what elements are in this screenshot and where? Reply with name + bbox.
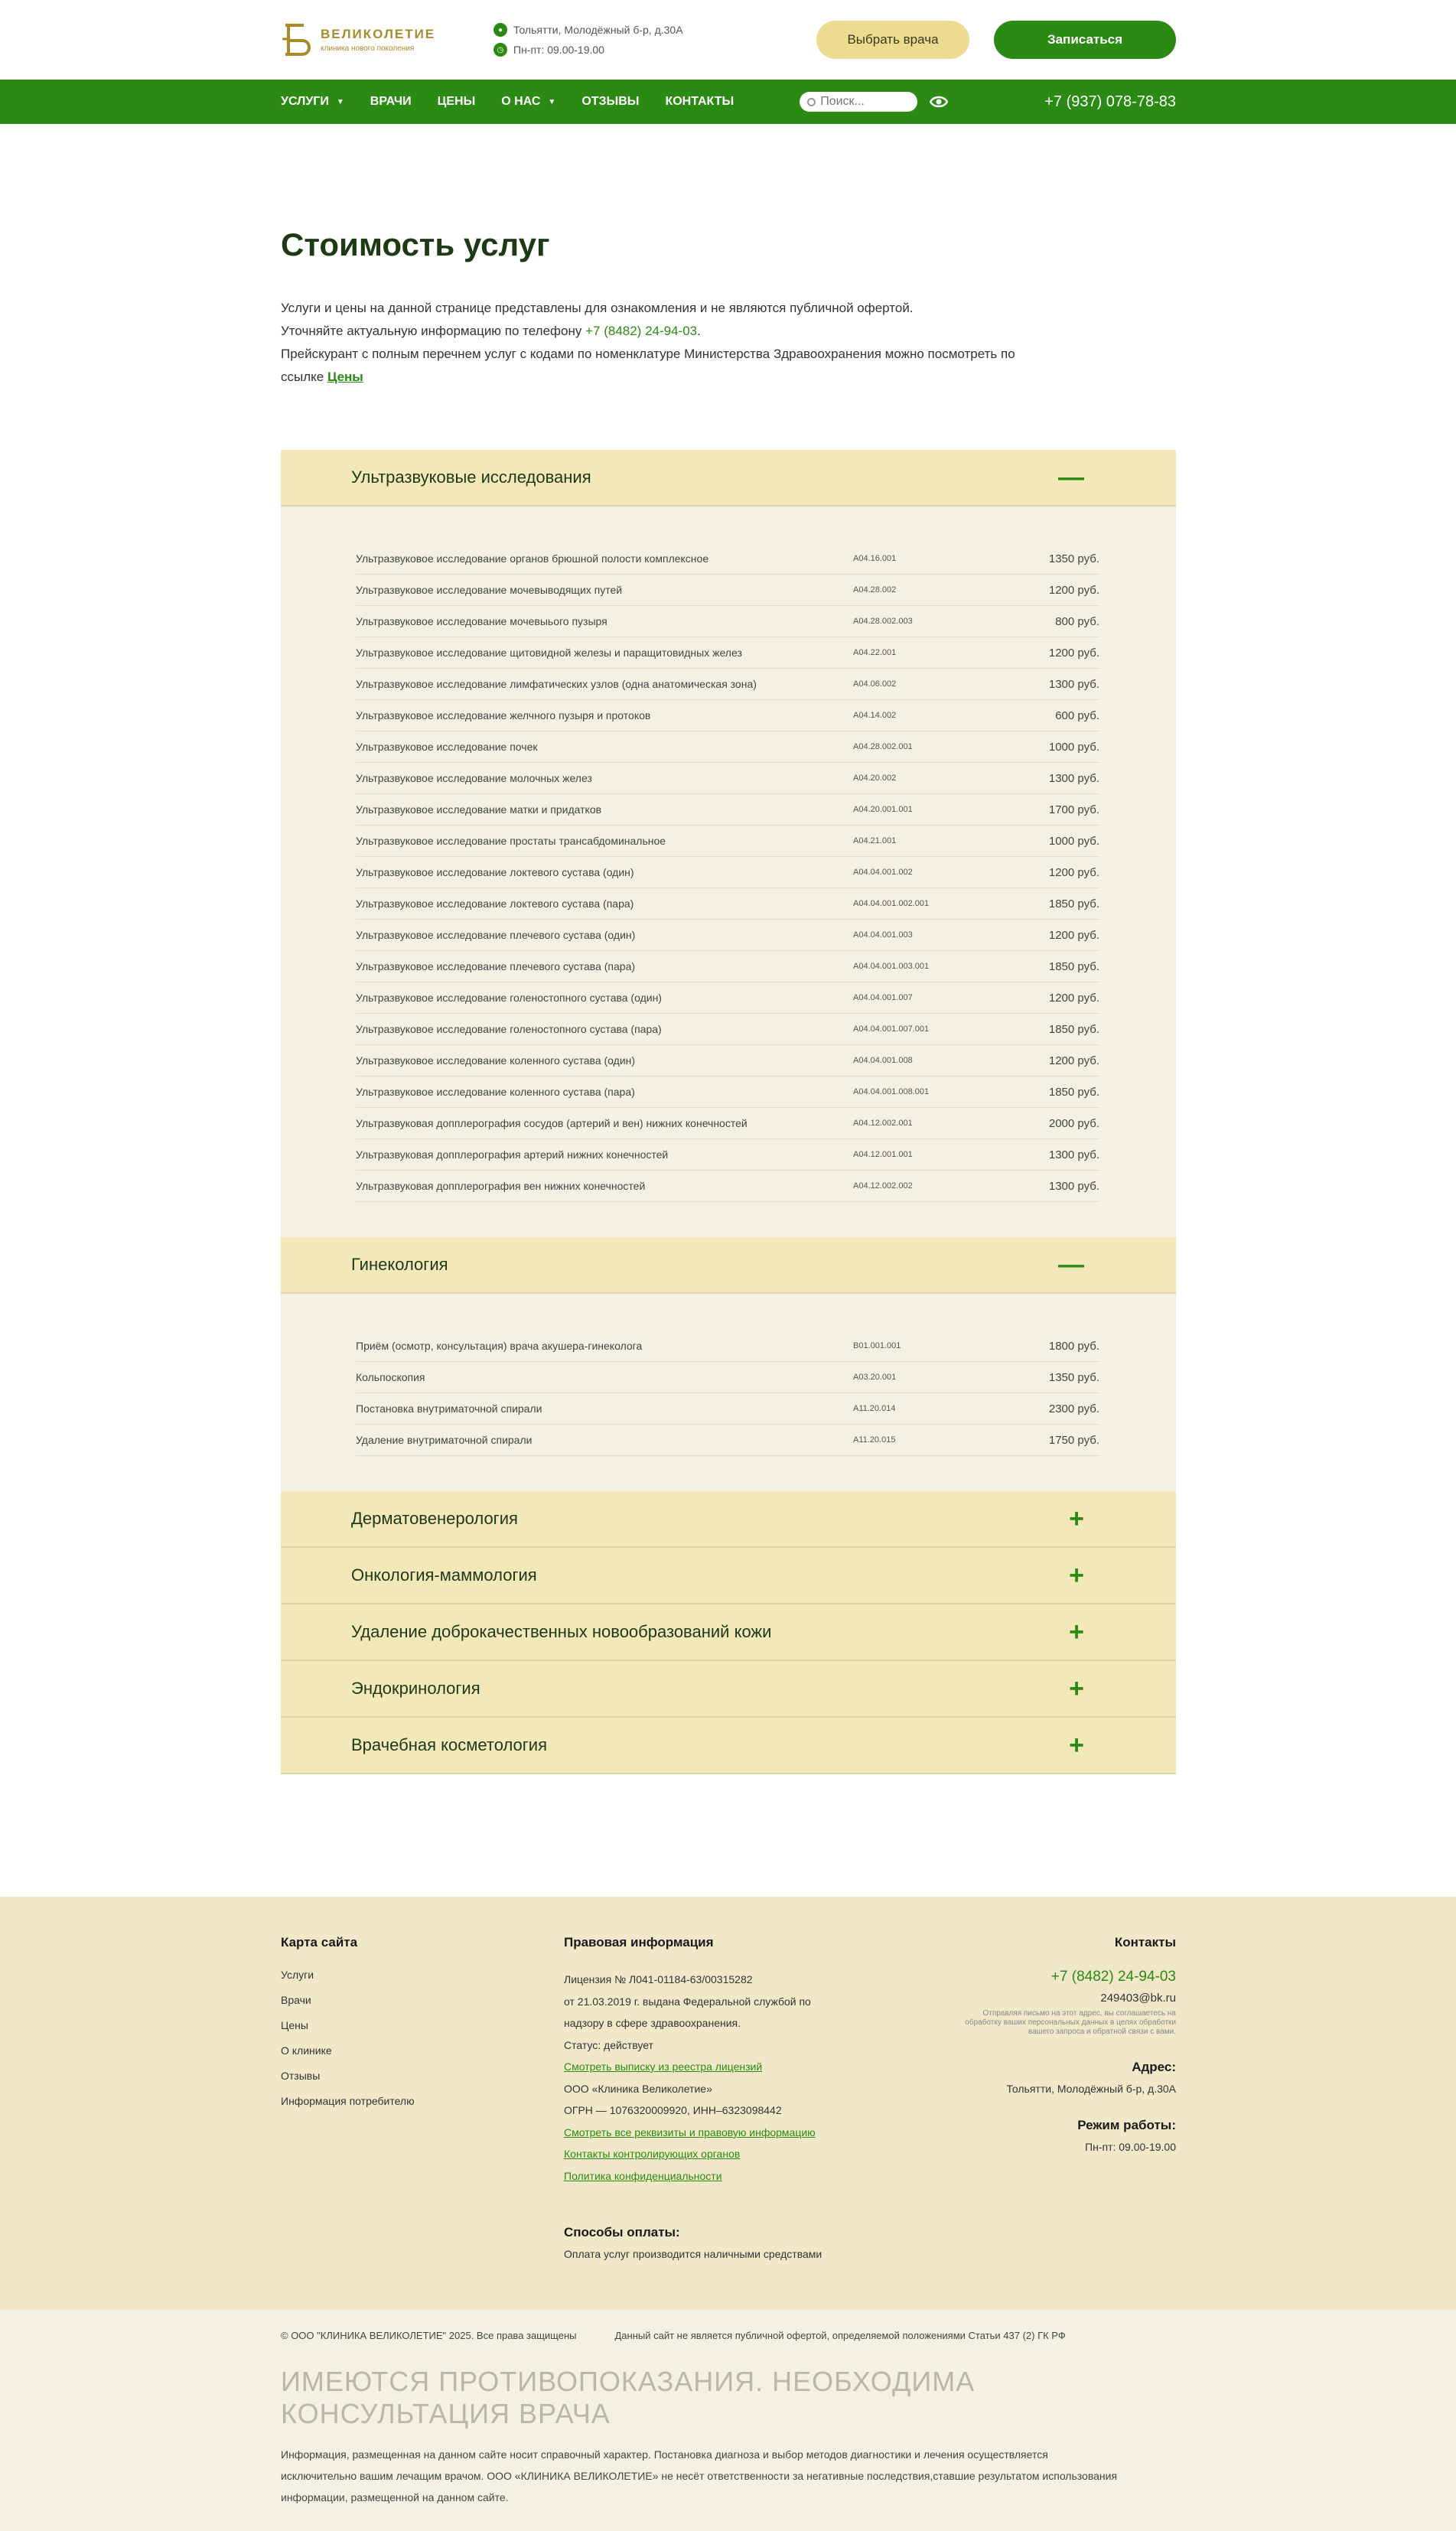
search-box[interactable]: [800, 92, 917, 112]
service-code: A04.04.001.002.001: [853, 899, 930, 908]
price-row: [356, 763, 1099, 794]
contraindications-warning: ИМЕЮТСЯ ПРОТИВОПОКАЗАНИЯ. НЕОБХОДИМА КОНСУЛЬТАЦИЯ ВРАЧА: [281, 2366, 976, 2429]
price-row: [356, 826, 1099, 857]
price-row: [356, 637, 1099, 669]
copyright: © ООО "КЛИНИКА ВЕЛИКОЛЕТИЕ" 2025. Все права защищены: [281, 2330, 577, 2341]
service-name: Ультразвуковое исследование лимфатических узлов (одна анатомическая зона): [356, 678, 757, 690]
service-code: A03.20.001: [853, 1373, 897, 1382]
service-code: A04.16.001: [853, 554, 897, 563]
footer-hours: Пн-пт: 09.00-19.00: [1085, 2141, 1176, 2153]
service-price: 1300 руб.: [1048, 771, 1099, 785]
regulators-link[interactable]: Контакты контролирующих органов: [564, 2148, 741, 2160]
privacy-policy-link[interactable]: Политика конфиденциальности: [564, 2169, 722, 2182]
service-name: Ультразвуковое исследование плечевого сустава (пара): [356, 960, 636, 972]
nav-item-label: ВРАЧИ: [370, 95, 412, 108]
nav-item-doctors[interactable]: [370, 95, 412, 109]
legal-authority: надзору в сфере здравоохранения.: [564, 2017, 741, 2029]
service-name: Ультразвуковая допплерография артерий нижних конечностей: [356, 1148, 669, 1161]
service-price: 1200 руб.: [1048, 583, 1099, 597]
nav-item-prices[interactable]: [438, 95, 476, 109]
service-code: A04.04.001.003.001: [853, 962, 930, 971]
service-name: Ультразвуковое исследование щитовидной железы и паращитовидных желез: [356, 647, 742, 659]
footer-phone[interactable]: +7 (8482) 24-94-03: [1050, 1969, 1176, 1985]
service-price: 1300 руб.: [1048, 1179, 1099, 1193]
intro-line-1: Услуги и цены на данной странице представлены для ознакомления и не являются публичной офертой.: [281, 301, 914, 315]
nav-item-label: О НАС: [501, 95, 541, 108]
nav-item-contacts[interactable]: [665, 95, 734, 109]
sitemap-link[interactable]: Врачи: [281, 1994, 311, 2006]
service-price: 1300 руб.: [1048, 1148, 1099, 1161]
price-row: [356, 731, 1099, 763]
price-row: [356, 1362, 1099, 1393]
footer-email[interactable]: 249403@bk.ru: [1100, 1992, 1176, 2005]
service-price: 1200 руб.: [1048, 646, 1099, 660]
plus-icon[interactable]: +: [1069, 1731, 1084, 1760]
plus-icon[interactable]: +: [1069, 1617, 1084, 1647]
price-row: [356, 1014, 1099, 1045]
accordion-body: [281, 1294, 1176, 1491]
logo-name: ВЕЛИКОЛЕТИЕ: [321, 27, 436, 41]
service-name: Ультразвуковое исследование коленного сустава (один): [356, 1054, 636, 1067]
footer-sitemap: [281, 1935, 564, 2273]
intro-line-2: Уточняйте актуальную информацию по телефону: [281, 324, 586, 338]
price-row: [356, 857, 1099, 888]
service-code: A04.12.002.001: [853, 1119, 913, 1128]
service-price: 800 руб.: [1055, 614, 1099, 628]
service-name: Постановка внутриматочной спирали: [356, 1402, 542, 1415]
service-code: A04.12.001.001: [853, 1150, 913, 1159]
service-name: Ультразвуковое исследование локтевого сустава (один): [356, 866, 634, 878]
service-code: A11.20.015: [853, 1435, 896, 1445]
service-name: Удаление внутриматочной спирали: [356, 1434, 533, 1446]
price-row: [356, 920, 1099, 951]
service-name: Ультразвуковая допплерография сосудов (артерий и вен) нижних конечностей: [356, 1117, 748, 1129]
logo-icon: [281, 22, 314, 57]
accordion-header[interactable]: [281, 1237, 1176, 1294]
clock-icon: ◷: [493, 43, 507, 57]
accordion-header[interactable]: [281, 1718, 1176, 1774]
service-name: Ультразвуковое исследование молочных желез: [356, 772, 592, 784]
price-row: [356, 1393, 1099, 1425]
top-header: [0, 0, 1456, 80]
intro-phone-link[interactable]: +7 (8482) 24-94-03: [585, 324, 698, 338]
address-title: Адрес:: [1132, 2060, 1176, 2074]
service-name: Ультразвуковое исследование матки и придатков: [356, 803, 602, 816]
nav-item-about[interactable]: [501, 95, 555, 109]
hours-title: Режим работы:: [1077, 2118, 1176, 2132]
nav-item-label: ЦЕНЫ: [437, 95, 476, 108]
service-name: Ультразвуковое исследование простаты трансабдоминальное: [356, 835, 666, 847]
accordion-title: Гинекология: [351, 1255, 448, 1274]
service-name: Ультразвуковое исследование мочевыього пузыря: [356, 615, 607, 627]
service-name: Ультразвуковое исследование органов брюшной полости комплексное: [356, 552, 709, 565]
service-price: 2300 руб.: [1048, 1402, 1099, 1415]
accordion-title: Онкология-маммология: [351, 1565, 537, 1585]
service-code: A11.20.014: [853, 1404, 896, 1413]
header-address: Тольятти, Молодёжный б-р, д.30А: [513, 24, 683, 36]
nav-item-label: КОНТАКТЫ: [665, 95, 735, 108]
service-price: 1850 руб.: [1048, 897, 1099, 910]
page-title: Стоимость услуг: [281, 226, 550, 262]
accordion-header[interactable]: [281, 1604, 1176, 1661]
legal-company: ООО «Клиника Великолетие»: [564, 2082, 712, 2095]
service-price: 1750 руб.: [1048, 1433, 1099, 1447]
service-code: A04.12.002.002: [853, 1181, 913, 1191]
legal-license: Лицензия № Л041-01184-63/00315282: [564, 1973, 753, 1985]
logo[interactable]: [281, 22, 493, 57]
service-code: A04.28.002: [853, 585, 897, 594]
price-row: [356, 669, 1099, 700]
header-contacts: [493, 20, 683, 60]
sitemap-title: Карта сайта: [281, 1935, 358, 1950]
chevron-down-icon: ▼: [336, 97, 344, 106]
disclaimer: Информация, размещенная на данном сайте носит справочный характер. Постановка диагноза и выбор методов диагностики и лечения осуществляется исключительно вашим лечащим врачом. ООО «КЛИНИКА ВЕЛИКОЛЕТИЕ» не несёт ответственности за негативные последствия,ставшие результатом использования информации, размещенной на данном сайте.: [281, 2448, 1118, 2503]
service-code: A04.22.001: [853, 648, 897, 657]
service-price: 1200 руб.: [1048, 1054, 1099, 1067]
price-row: [356, 888, 1099, 920]
contacts-title: Контакты: [1114, 1935, 1176, 1950]
price-row: [356, 1045, 1099, 1077]
accordion-header[interactable]: [281, 1548, 1176, 1604]
service-name: Кольпоскопия: [356, 1371, 425, 1383]
service-price: 1850 руб.: [1048, 959, 1099, 973]
service-code: A04.06.002: [853, 679, 897, 689]
price-row: [356, 575, 1099, 606]
service-name: Ультразвуковая допплерография вен нижних конечностей: [356, 1180, 646, 1192]
nav-item-services[interactable]: [281, 95, 344, 109]
plus-icon[interactable]: +: [1069, 1504, 1084, 1533]
minus-icon[interactable]: —: [1058, 1250, 1084, 1279]
price-row: [356, 1331, 1099, 1362]
sitemap-link[interactable]: Информация потребителю: [281, 2095, 415, 2107]
footer-contacts: [962, 1935, 1176, 2273]
nav-item-label: УСЛУГИ: [281, 95, 329, 108]
requisites-link[interactable]: Смотреть все реквизиты и правовую информацию: [564, 2125, 816, 2138]
license-registry-link[interactable]: Смотреть выписку из реестра лицензий: [564, 2060, 763, 2073]
header-hours: Пн-пт: 09.00-19.00: [513, 44, 604, 56]
minus-icon[interactable]: —: [1058, 463, 1084, 492]
price-row: [356, 794, 1099, 826]
price-row: [356, 606, 1099, 637]
accordion-title: Дерматовенерология: [351, 1509, 518, 1528]
choose-doctor-button[interactable]: Выбрать врача: [816, 21, 969, 59]
service-price: 600 руб.: [1055, 708, 1099, 722]
accordion-header[interactable]: [281, 1661, 1176, 1718]
price-row: [356, 1139, 1099, 1171]
accordion-title: Удаление доброкачественных новообразований кожи: [351, 1622, 772, 1641]
service-code: A04.20.001.001: [853, 805, 913, 814]
nav-item-reviews[interactable]: [581, 95, 639, 109]
price-row: [356, 982, 1099, 1014]
service-price: 1200 руб.: [1048, 865, 1099, 879]
footer: [0, 1897, 1456, 2310]
service-name: Ультразвуковое исследование почек: [356, 741, 538, 753]
logo-subtitle: клиника нового поколения: [321, 44, 415, 53]
nav-phone[interactable]: +7 (937) 078-78-83: [1044, 93, 1176, 110]
book-appointment-button[interactable]: Записаться: [994, 21, 1176, 59]
service-price: 2000 руб.: [1048, 1116, 1099, 1130]
service-price: 1350 руб.: [1048, 1370, 1099, 1384]
price-row: [356, 1108, 1099, 1139]
legal-status: Статус: действует: [564, 2038, 653, 2051]
sitemap-link[interactable]: Услуги: [281, 1969, 314, 1981]
price-row: [356, 543, 1099, 575]
price-row: [356, 1425, 1099, 1456]
search-icon: [807, 98, 816, 106]
price-row: [356, 951, 1099, 982]
intro-line-3: Прейскурант с полным перечнем услуг с кодами по номенклатуре Министерства Здравоохранения можно посмотреть по ссылке: [281, 347, 1015, 384]
service-name: Ультразвуковое исследование голеностопного сустава (пара): [356, 1023, 662, 1035]
plus-icon[interactable]: +: [1069, 1561, 1084, 1590]
accordion-header[interactable]: [281, 1491, 1176, 1548]
sitemap-link[interactable]: О клинике: [281, 2044, 332, 2057]
legal-ogrn: ОГРН — 1076320009920, ИНН–6323098442: [564, 2104, 782, 2116]
main-nav: [0, 80, 1456, 124]
service-code: A04.04.001.007: [853, 993, 913, 1002]
accordion-body: [281, 507, 1176, 1237]
price-row: [356, 700, 1099, 731]
service-name: Приём (осмотр, консультация) врача акушера-гинеколога: [356, 1340, 643, 1352]
service-name: Ультразвуковое исследование желчного пузыря и протоков: [356, 709, 651, 722]
service-name: Ультразвуковое исследование локтевого сустава (пара): [356, 897, 634, 910]
accordion-title: Врачебная косметология: [351, 1735, 547, 1754]
service-price: 1000 руб.: [1048, 740, 1099, 754]
service-price: 1850 руб.: [1048, 1022, 1099, 1036]
service-price: 1850 руб.: [1048, 1085, 1099, 1099]
legal-title: Правовая информация: [564, 1935, 714, 1950]
price-row: [356, 1171, 1099, 1202]
service-price: 1800 руб.: [1048, 1339, 1099, 1353]
sitemap-link[interactable]: Цены: [281, 2019, 308, 2031]
email-note: Отправляя письмо на этот адрес, вы соглашаетесь на обработку ваших персональных данных в целях обработки вашего запроса и обратной связи с вами.: [965, 2009, 1176, 2036]
service-price: 1700 руб.: [1048, 803, 1099, 816]
service-price: 1200 руб.: [1048, 928, 1099, 942]
footer-legal: [564, 1935, 962, 2273]
service-price: 1000 руб.: [1048, 834, 1099, 848]
service-name: Ультразвуковое исследование мочевыводящих путей: [356, 584, 623, 596]
price-accordion: [281, 450, 1176, 1774]
service-code: A04.14.002: [853, 711, 897, 720]
service-price: 1200 руб.: [1048, 991, 1099, 1005]
service-code: A04.04.001.007.001: [853, 1024, 930, 1034]
accordion-header[interactable]: [281, 450, 1176, 507]
footer-address: Тольятти, Молодёжный б-р, д.30А: [1006, 2083, 1176, 2095]
service-code: A04.04.001.003: [853, 930, 913, 940]
plus-icon[interactable]: +: [1069, 1674, 1084, 1703]
offer-note: Данный сайт не является публичной офертой, определяемой положениями Статьи 437 (2) ГК РФ: [614, 2330, 1066, 2341]
nav-item-label: ОТЗЫВЫ: [581, 95, 640, 108]
location-icon: ●: [493, 23, 507, 37]
intro-text: [281, 297, 1031, 389]
payment-text: Оплата услуг производится наличными средствами: [564, 2248, 822, 2260]
service-code: A04.28.002.003: [853, 617, 913, 626]
legal-issued: от 21.03.2019 г. выдана Федеральной службой по: [564, 1995, 811, 2008]
price-row: [356, 1077, 1099, 1108]
prices-link[interactable]: Цены: [327, 370, 363, 384]
service-code: A04.20.002: [853, 774, 897, 783]
service-name: Ультразвуковое исследование плечевого сустава (один): [356, 929, 636, 941]
search-input[interactable]: [820, 95, 912, 109]
accessibility-eye-icon[interactable]: [930, 93, 948, 111]
service-price: 1300 руб.: [1048, 677, 1099, 691]
service-code: A04.28.002.001: [853, 742, 913, 751]
payment-title: Способы оплаты:: [564, 2225, 680, 2239]
service-code: A04.04.001.002: [853, 868, 913, 877]
service-name: Ультразвуковое исследование голеностопного сустава (один): [356, 992, 662, 1004]
bottom-bar: [0, 2310, 1456, 2531]
sitemap-link[interactable]: Отзывы: [281, 2070, 321, 2082]
service-code: A04.21.001: [853, 836, 897, 845]
accordion-title: Ультразвуковые исследования: [351, 467, 591, 487]
service-price: 1350 руб.: [1048, 552, 1099, 565]
service-code: A04.04.001.008.001: [853, 1087, 930, 1096]
service-code: A04.04.001.008: [853, 1056, 913, 1065]
intro-line-2-end: .: [697, 324, 701, 338]
service-name: Ультразвуковое исследование коленного сустава (пара): [356, 1086, 635, 1098]
chevron-down-icon: ▼: [548, 97, 556, 106]
accordion-title: Эндокринология: [351, 1679, 480, 1698]
main-content: [0, 124, 1456, 1774]
service-code: B01.001.001: [853, 1341, 901, 1350]
